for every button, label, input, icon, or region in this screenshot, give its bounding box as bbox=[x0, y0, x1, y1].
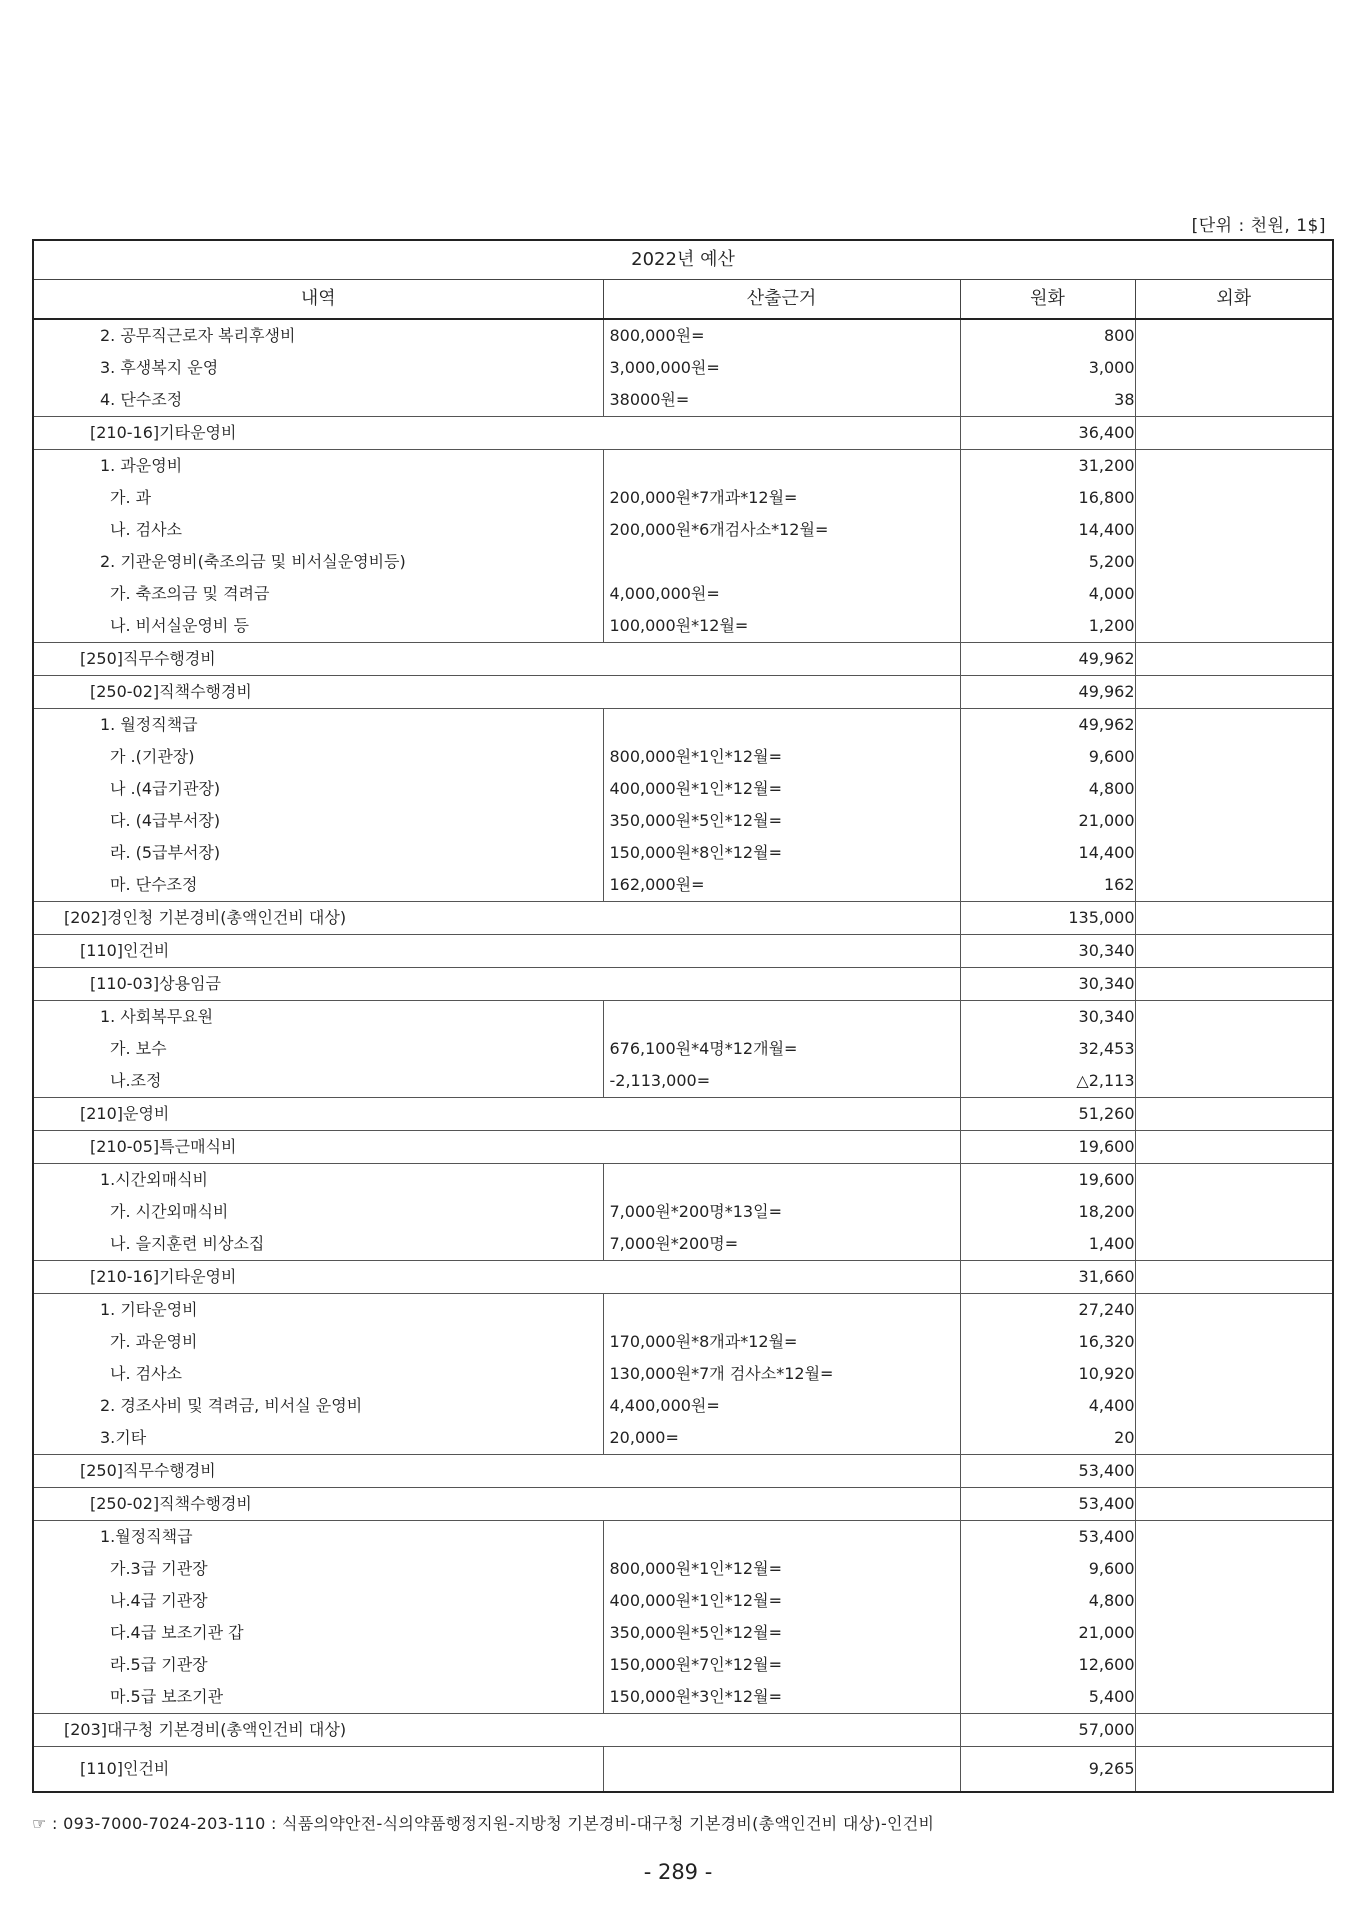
row-krw: 19,600 bbox=[960, 1164, 1135, 1197]
row-basis: 400,000원*1인*12월= bbox=[603, 1585, 960, 1617]
table-row bbox=[33, 1422, 1333, 1455]
row-krw: 4,400 bbox=[960, 1390, 1135, 1422]
table-row bbox=[33, 709, 1333, 742]
table-row bbox=[33, 578, 1333, 610]
row-basis: 7,000원*200명= bbox=[603, 1228, 960, 1261]
row-foreign bbox=[1135, 1164, 1333, 1197]
row-foreign bbox=[1135, 1033, 1333, 1065]
table-title: 2022년 예산 bbox=[33, 240, 1333, 280]
row-item: 다.4급 보조기관 갑 bbox=[33, 1617, 603, 1649]
row-krw: 53,400 bbox=[960, 1455, 1135, 1488]
row-item: 1. 기타운영비 bbox=[33, 1294, 603, 1327]
row-basis: 676,100원*4명*12개월= bbox=[603, 1033, 960, 1065]
row-item: 1.월정직책급 bbox=[33, 1521, 603, 1554]
row-foreign bbox=[1135, 1261, 1333, 1294]
row-item: 가. 과 bbox=[33, 482, 603, 514]
row-foreign bbox=[1135, 1649, 1333, 1681]
table-row bbox=[33, 482, 1333, 514]
row-foreign bbox=[1135, 643, 1333, 676]
row-basis: 200,000원*6개검사소*12월= bbox=[603, 514, 960, 546]
row-krw: 10,920 bbox=[960, 1358, 1135, 1390]
row-krw: 31,660 bbox=[960, 1261, 1135, 1294]
header-basis: 산출근거 bbox=[603, 280, 960, 320]
row-basis: 400,000원*1인*12월= bbox=[603, 773, 960, 805]
table-row bbox=[33, 1714, 1333, 1747]
table-row bbox=[33, 546, 1333, 578]
table-row bbox=[33, 1326, 1333, 1358]
row-krw: 14,400 bbox=[960, 514, 1135, 546]
row-foreign bbox=[1135, 1521, 1333, 1554]
row-item: [110]인건비 bbox=[33, 1747, 603, 1793]
table-row bbox=[33, 1065, 1333, 1098]
row-krw: 30,340 bbox=[960, 968, 1135, 1001]
row-item: 가. 축조의금 및 격려금 bbox=[33, 578, 603, 610]
table-row bbox=[33, 1098, 1333, 1131]
row-foreign bbox=[1135, 546, 1333, 578]
row-foreign bbox=[1135, 676, 1333, 709]
row-basis: 800,000원*1인*12월= bbox=[603, 1553, 960, 1585]
table-row bbox=[33, 1649, 1333, 1681]
row-foreign bbox=[1135, 514, 1333, 546]
row-krw: 9,600 bbox=[960, 741, 1135, 773]
table-row bbox=[33, 1164, 1333, 1197]
table-row bbox=[33, 1228, 1333, 1261]
header-krw: 원화 bbox=[960, 280, 1135, 320]
row-krw: 1,200 bbox=[960, 610, 1135, 643]
row-item: 나.조정 bbox=[33, 1065, 603, 1098]
row-basis: 200,000원*7개과*12월= bbox=[603, 482, 960, 514]
table-row bbox=[33, 319, 1333, 352]
row-item: 1. 사회복무요원 bbox=[33, 1001, 603, 1034]
row-foreign bbox=[1135, 352, 1333, 384]
row-basis bbox=[603, 1294, 960, 1327]
table-row bbox=[33, 643, 1333, 676]
row-item: 1. 월정직책급 bbox=[33, 709, 603, 742]
table-row bbox=[33, 676, 1333, 709]
row-krw: 4,000 bbox=[960, 578, 1135, 610]
row-item: [250-02]직책수행경비 bbox=[33, 1488, 960, 1521]
row-item: [250]직무수행경비 bbox=[33, 643, 960, 676]
row-item: 나. 비서실운영비 등 bbox=[33, 610, 603, 643]
row-foreign bbox=[1135, 1131, 1333, 1164]
row-foreign bbox=[1135, 1455, 1333, 1488]
row-krw: 5,200 bbox=[960, 546, 1135, 578]
row-foreign bbox=[1135, 384, 1333, 417]
row-item: [250]직무수행경비 bbox=[33, 1455, 960, 1488]
row-foreign bbox=[1135, 1747, 1333, 1793]
row-item: 마. 단수조정 bbox=[33, 869, 603, 902]
row-basis: 4,000,000원= bbox=[603, 578, 960, 610]
row-item: 4. 단수조정 bbox=[33, 384, 603, 417]
row-foreign bbox=[1135, 1358, 1333, 1390]
row-krw: 162 bbox=[960, 869, 1135, 902]
row-basis: 800,000원= bbox=[603, 319, 960, 352]
unit-label: [단위 : 천원, 1$] bbox=[1191, 216, 1326, 236]
table-row bbox=[33, 1747, 1333, 1793]
table-row bbox=[33, 384, 1333, 417]
row-krw: 53,400 bbox=[960, 1488, 1135, 1521]
table-row bbox=[33, 610, 1333, 643]
row-basis: 800,000원*1인*12월= bbox=[603, 741, 960, 773]
row-foreign bbox=[1135, 902, 1333, 935]
row-foreign bbox=[1135, 1422, 1333, 1455]
row-foreign bbox=[1135, 1390, 1333, 1422]
table-row bbox=[33, 935, 1333, 968]
row-foreign bbox=[1135, 837, 1333, 869]
row-krw: 800 bbox=[960, 319, 1135, 352]
table-row bbox=[33, 1001, 1333, 1034]
row-foreign bbox=[1135, 1553, 1333, 1585]
row-krw: 9,600 bbox=[960, 1553, 1135, 1585]
row-krw: 57,000 bbox=[960, 1714, 1135, 1747]
table-row bbox=[33, 1521, 1333, 1554]
row-item: 나. 검사소 bbox=[33, 1358, 603, 1390]
table-row bbox=[33, 1033, 1333, 1065]
row-item: 3.기타 bbox=[33, 1422, 603, 1455]
row-basis: 7,000원*200명*13일= bbox=[603, 1196, 960, 1228]
row-item: 라.5급 기관장 bbox=[33, 1649, 603, 1681]
header-item: 내역 bbox=[33, 280, 603, 320]
row-krw: 53,400 bbox=[960, 1521, 1135, 1554]
row-krw: 12,600 bbox=[960, 1649, 1135, 1681]
row-krw: 1,400 bbox=[960, 1228, 1135, 1261]
row-krw: 32,453 bbox=[960, 1033, 1135, 1065]
row-item: [250-02]직책수행경비 bbox=[33, 676, 960, 709]
row-basis: 150,000원*3인*12월= bbox=[603, 1681, 960, 1714]
table-row bbox=[33, 869, 1333, 902]
row-krw: 51,260 bbox=[960, 1098, 1135, 1131]
row-foreign bbox=[1135, 869, 1333, 902]
row-krw: 30,340 bbox=[960, 935, 1135, 968]
row-item: 나. 을지훈련 비상소집 bbox=[33, 1228, 603, 1261]
row-foreign bbox=[1135, 1196, 1333, 1228]
row-krw: 27,240 bbox=[960, 1294, 1135, 1327]
row-krw: 49,962 bbox=[960, 709, 1135, 742]
row-item: [210]운영비 bbox=[33, 1098, 960, 1131]
row-basis: 170,000원*8개과*12월= bbox=[603, 1326, 960, 1358]
row-basis bbox=[603, 1001, 960, 1034]
table-row bbox=[33, 773, 1333, 805]
row-foreign bbox=[1135, 610, 1333, 643]
page-number: - 289 - bbox=[643, 1860, 713, 1884]
row-foreign bbox=[1135, 450, 1333, 483]
row-item: 마.5급 보조기관 bbox=[33, 1681, 603, 1714]
row-foreign bbox=[1135, 935, 1333, 968]
table-row bbox=[33, 450, 1333, 483]
row-foreign bbox=[1135, 1585, 1333, 1617]
row-basis: 150,000원*8인*12월= bbox=[603, 837, 960, 869]
row-krw: 16,320 bbox=[960, 1326, 1135, 1358]
row-krw: 135,000 bbox=[960, 902, 1135, 935]
row-basis: 38000원= bbox=[603, 384, 960, 417]
table-row bbox=[33, 837, 1333, 869]
table-row bbox=[33, 1553, 1333, 1585]
row-item: [203]대구청 기본경비(총액인건비 대상) bbox=[33, 1714, 960, 1747]
row-krw: 30,340 bbox=[960, 1001, 1135, 1034]
row-foreign bbox=[1135, 709, 1333, 742]
row-basis: 162,000원= bbox=[603, 869, 960, 902]
row-foreign bbox=[1135, 417, 1333, 450]
row-krw: 5,400 bbox=[960, 1681, 1135, 1714]
table-row bbox=[33, 1455, 1333, 1488]
row-krw: 21,000 bbox=[960, 1617, 1135, 1649]
row-item: [202]경인청 기본경비(총액인건비 대상) bbox=[33, 902, 960, 935]
row-foreign bbox=[1135, 578, 1333, 610]
row-item: [210-05]특근매식비 bbox=[33, 1131, 960, 1164]
row-basis bbox=[603, 709, 960, 742]
row-basis: -2,113,000= bbox=[603, 1065, 960, 1098]
table-row bbox=[33, 1196, 1333, 1228]
row-foreign bbox=[1135, 773, 1333, 805]
row-foreign bbox=[1135, 1001, 1333, 1034]
row-foreign bbox=[1135, 1098, 1333, 1131]
table-row bbox=[33, 1488, 1333, 1521]
row-item: 2. 공무직근로자 복리후생비 bbox=[33, 319, 603, 352]
row-item: 가.3급 기관장 bbox=[33, 1553, 603, 1585]
row-foreign bbox=[1135, 1488, 1333, 1521]
row-basis: 350,000원*5인*12월= bbox=[603, 805, 960, 837]
row-foreign bbox=[1135, 741, 1333, 773]
row-item: 가 .(기관장) bbox=[33, 741, 603, 773]
table-row bbox=[33, 1261, 1333, 1294]
row-krw: 3,000 bbox=[960, 352, 1135, 384]
row-foreign bbox=[1135, 319, 1333, 352]
row-basis bbox=[603, 450, 960, 483]
row-foreign bbox=[1135, 1294, 1333, 1327]
footnote: ☞ : 093-7000-7024-203-110 : 식품의약안전-식의약품행정지원-지방청 기본경비-대구청 기본경비(총액인건비 대상)-인건비 bbox=[32, 1814, 935, 1833]
row-item: [110-03]상용임금 bbox=[33, 968, 960, 1001]
row-krw: 4,800 bbox=[960, 773, 1135, 805]
table-row bbox=[33, 514, 1333, 546]
row-basis: 350,000원*5인*12월= bbox=[603, 1617, 960, 1649]
row-krw: 36,400 bbox=[960, 417, 1135, 450]
table-row bbox=[33, 417, 1333, 450]
row-krw: 49,962 bbox=[960, 676, 1135, 709]
row-basis bbox=[603, 1747, 960, 1793]
table-row bbox=[33, 968, 1333, 1001]
row-basis bbox=[603, 546, 960, 578]
row-krw: 19,600 bbox=[960, 1131, 1135, 1164]
row-krw: 18,200 bbox=[960, 1196, 1135, 1228]
table-row bbox=[33, 352, 1333, 384]
row-item: 나 .(4급기관장) bbox=[33, 773, 603, 805]
row-krw: 21,000 bbox=[960, 805, 1135, 837]
row-krw: 38 bbox=[960, 384, 1135, 417]
row-krw: 20 bbox=[960, 1422, 1135, 1455]
row-item: 가. 보수 bbox=[33, 1033, 603, 1065]
table-row bbox=[33, 1585, 1333, 1617]
row-foreign bbox=[1135, 1681, 1333, 1714]
row-item: 3. 후생복지 운영 bbox=[33, 352, 603, 384]
row-item: [110]인건비 bbox=[33, 935, 960, 968]
row-krw: 14,400 bbox=[960, 837, 1135, 869]
row-foreign bbox=[1135, 968, 1333, 1001]
table-row bbox=[33, 1681, 1333, 1714]
row-basis: 150,000원*7인*12월= bbox=[603, 1649, 960, 1681]
table-row bbox=[33, 741, 1333, 773]
row-krw: 16,800 bbox=[960, 482, 1135, 514]
row-item: 다. (4급부서장) bbox=[33, 805, 603, 837]
row-foreign bbox=[1135, 482, 1333, 514]
row-foreign bbox=[1135, 805, 1333, 837]
header-foreign: 외화 bbox=[1135, 280, 1333, 320]
budget-table bbox=[32, 239, 1334, 1793]
row-item: 2. 기관운영비(축조의금 및 비서실운영비등) bbox=[33, 546, 603, 578]
table-row bbox=[33, 1617, 1333, 1649]
row-basis: 20,000= bbox=[603, 1422, 960, 1455]
table-row bbox=[33, 902, 1333, 935]
table-row bbox=[33, 805, 1333, 837]
row-basis: 100,000원*12월= bbox=[603, 610, 960, 643]
row-basis: 3,000,000원= bbox=[603, 352, 960, 384]
row-item: 가. 과운영비 bbox=[33, 1326, 603, 1358]
row-krw: 9,265 bbox=[960, 1747, 1135, 1793]
table-row bbox=[33, 1131, 1333, 1164]
row-basis: 4,400,000원= bbox=[603, 1390, 960, 1422]
row-krw: 49,962 bbox=[960, 643, 1135, 676]
row-basis: 130,000원*7개 검사소*12월= bbox=[603, 1358, 960, 1390]
row-item: 라. (5급부서장) bbox=[33, 837, 603, 869]
row-item: [210-16]기타운영비 bbox=[33, 417, 960, 450]
row-item: [210-16]기타운영비 bbox=[33, 1261, 960, 1294]
row-foreign bbox=[1135, 1326, 1333, 1358]
row-foreign bbox=[1135, 1617, 1333, 1649]
table-row bbox=[33, 1294, 1333, 1327]
row-item: 가. 시간외매식비 bbox=[33, 1196, 603, 1228]
row-basis bbox=[603, 1521, 960, 1554]
row-krw: 31,200 bbox=[960, 450, 1135, 483]
row-foreign bbox=[1135, 1065, 1333, 1098]
row-item: 1. 과운영비 bbox=[33, 450, 603, 483]
row-foreign bbox=[1135, 1714, 1333, 1747]
row-krw: 4,800 bbox=[960, 1585, 1135, 1617]
row-item: 2. 경조사비 및 격려금, 비서실 운영비 bbox=[33, 1390, 603, 1422]
row-krw: △2,113 bbox=[960, 1065, 1135, 1098]
row-item: 1.시간외매식비 bbox=[33, 1164, 603, 1197]
table-row bbox=[33, 1390, 1333, 1422]
row-item: 나. 검사소 bbox=[33, 514, 603, 546]
row-foreign bbox=[1135, 1228, 1333, 1261]
table-row bbox=[33, 1358, 1333, 1390]
row-basis bbox=[603, 1164, 960, 1197]
row-item: 나.4급 기관장 bbox=[33, 1585, 603, 1617]
